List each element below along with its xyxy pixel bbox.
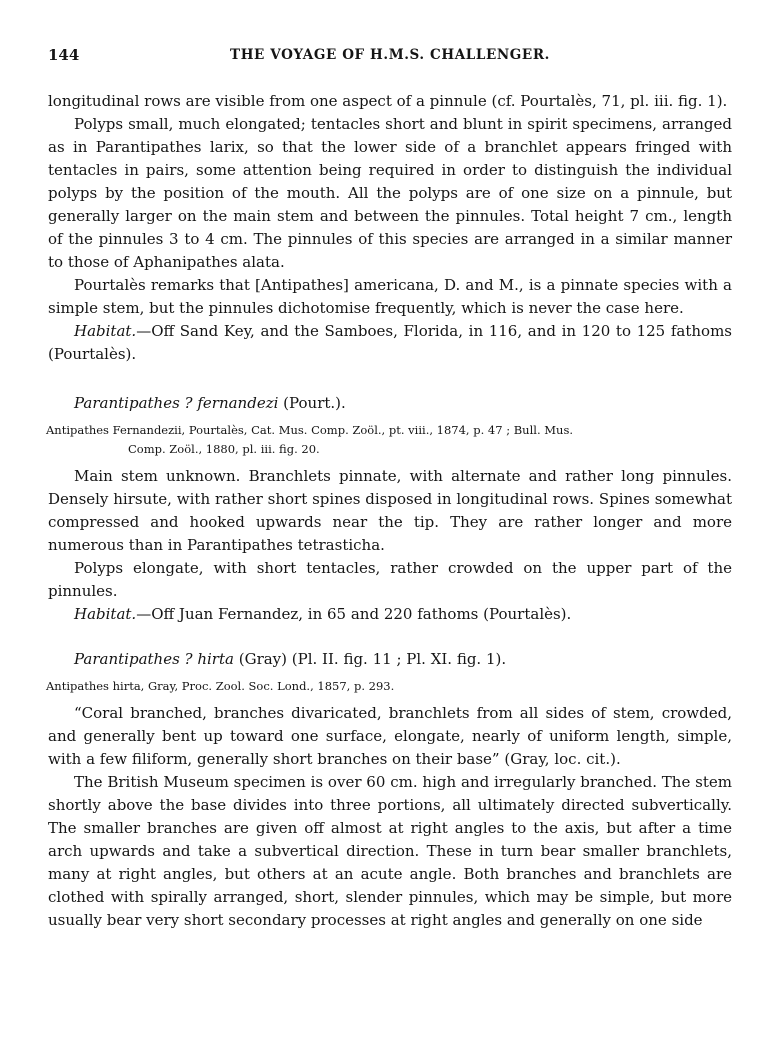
pourtales-paragraph: Pourtalès remarks that [Antipathes] americana, D. and M., is a pinnate species with a simple stem, but the pinnules dichotomise frequently, which is never the case here. (48, 276, 732, 317)
habitat-label: Habitat. (74, 605, 137, 623)
habitat-paragraph (48, 320, 732, 366)
species-heading-hirta (48, 648, 732, 671)
page-header (48, 46, 732, 68)
gray-quote-paragraph: “Coral branched, branches divaricated, branchlets from all sides of stem, crowded, and generally bent up toward one surface, elongate, nearly of uniform length, simple, with a few filiform, generally short branches on their base” (Gray, loc. cit.). (48, 704, 732, 768)
habitat-label: Habitat. (74, 322, 137, 340)
habitat-paragraph (48, 603, 732, 626)
polyps-paragraph: Polyps elongate, with short tentacles, rather crowded on the upper part of the pinnules. (48, 559, 732, 600)
page-number: 144 (48, 46, 80, 64)
synonymy-reference-cont: Comp. Zoöl., 1880, pl. iii. fig. 20. (128, 442, 320, 456)
habitat-text: —Off Juan Fernandez, in 65 and 220 fathoms (Pourtalès). (136, 605, 572, 623)
running-title: THE VOYAGE OF H.M.S. CHALLENGER. (230, 47, 550, 63)
species-heading-fernandezi (48, 392, 732, 415)
description-paragraph: Main stem unknown. Branchlets pinnate, with alternate and rather long pinnules. Densely hirsute, with rather short spines disposed in longitudinal rows. Spines somewhat compressed and hooked upwards near the tip. They are rather longer and more numerous than in Parantipathes tetrasticha. (48, 467, 732, 554)
species-authority: (Pourt.). (283, 394, 346, 412)
synonymy-reference: Antipathes hirta, Gray, Proc. Zool. Soc. Lond., 1857, p. 293. (46, 679, 395, 693)
habitat-text: —Off Sand Key, and the Samboes, Florida, in 116, and in 120 to 125 fathoms (Pourtalès). (48, 322, 732, 363)
species-name: Parantipathes ? fernandezi (74, 394, 279, 412)
synonymy-reference: Antipathes Fernandezii, Pourtalès, Cat. Mus. Comp. Zoöl., pt. viii., 1874, p. 47 ; Bull. Mus. (46, 423, 573, 437)
museum-specimen-paragraph: The British Museum specimen is over 60 cm. high and irregularly branched. The stem shortly above the base divides into three portions, all ultimately directed subvertically. The smaller branches are given off almost at right angles to the axis, but after a time arch upwards and take a subvertical direction. These in turn bear smaller branchlets, many at right angles, but others at an acute angle. Both branches and branchlets are clothed with spirally arranged, short, slender pinnules, which may be simple, but more usually bear very short secondary processes at right angles and generally on one side (48, 773, 732, 929)
species-name: Parantipathes ? hirta (74, 650, 234, 668)
polyps-paragraph: Polyps small, much elongated; tentacles short and blunt in spirit specimens, arranged as in Parantipathes larix, so that the lower side of a branchlet appears fringed with tentacles in pairs, some attention being required in order to distinguish the individual polyps by the position of the mouth. All the polyps are of one size on a pinnule, but generally larger on the main stem and between the pinnules. Total height 7 cm., length of the pinnules 3 to 4 cm. The pinnules of this species are arranged in a similar manner to those of Aphanipathes alata. (48, 115, 732, 271)
species-authority: (Gray) (Pl. II. fig. 11 ; Pl. XI. fig. 1). (238, 650, 507, 668)
continuation-paragraph: longitudinal rows are visible from one aspect of a pinnule (cf. Pourtalès, 71, pl. iii. fig. 1). (48, 92, 728, 110)
page-body (48, 90, 732, 932)
